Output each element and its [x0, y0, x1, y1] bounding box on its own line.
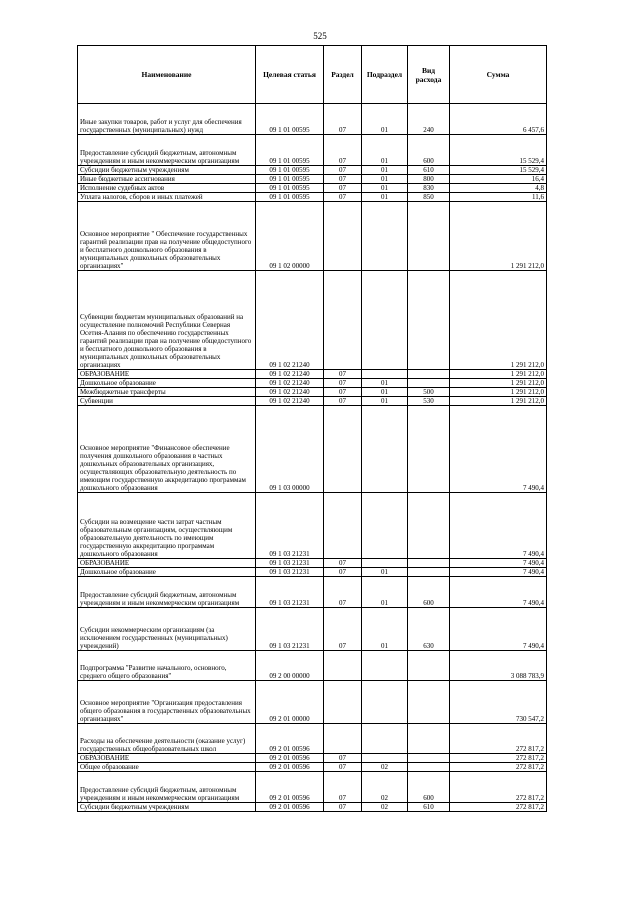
row-sum: 1 291 212,0	[450, 379, 547, 388]
row-target-article: 09 1 02 21240	[256, 370, 324, 379]
row-name: Субсидии бюджетным учреждениям	[78, 166, 256, 175]
table-row	[78, 754, 547, 763]
row-sum: 7 490,4	[450, 493, 547, 559]
table-row	[78, 763, 547, 772]
row-name: Основное мероприятие " Обеспечение государственных гарантий реализации прав на получение общедоступного и бесплатного дошкольного образования в муниципальных дошкольных образовательных организациях"	[78, 202, 256, 271]
row-expense-type: 600	[408, 577, 450, 608]
header-name: Наименование	[78, 46, 256, 104]
table-row	[78, 772, 547, 803]
row-sum: 1 291 212,0	[450, 271, 547, 370]
row-name: Основное мероприятие "Финансовое обеспечение получения дошкольного образования в частных дошкольных образовательных организациях, осуществляющих образовательную деятельность по имеющим государственную аккредитацию программам дошкольного образования	[78, 406, 256, 493]
row-section: 07	[324, 559, 362, 568]
row-subsection: 01	[362, 193, 408, 202]
row-target-article: 09 1 01 00595	[256, 184, 324, 193]
row-expense-type: 610	[408, 166, 450, 175]
table-row	[78, 370, 547, 379]
table-row	[78, 175, 547, 184]
row-subsection	[362, 406, 408, 493]
row-sum: 15 529,4	[450, 135, 547, 166]
table-row	[78, 493, 547, 559]
row-subsection: 01	[362, 388, 408, 397]
row-name: Иные закупки товаров, работ и услуг для обеспечения государственных (муниципальных) нужд	[78, 104, 256, 135]
row-target-article: 09 1 02 00000	[256, 202, 324, 271]
table-row	[78, 406, 547, 493]
row-sum: 272 817,2	[450, 772, 547, 803]
row-sum: 1 291 212,0	[450, 202, 547, 271]
row-subsection: 02	[362, 772, 408, 803]
row-section: 07	[324, 175, 362, 184]
row-name: Субсидии некоммерческим организациям (за исключением государственных (муниципальных) учреждений)	[78, 608, 256, 651]
row-expense-type	[408, 559, 450, 568]
table-row	[78, 135, 547, 166]
row-sum: 7 490,4	[450, 608, 547, 651]
row-name: Субсидии на возмещение части затрат частным образовательным организациям, осуществляющим образовательную деятельность по имеющим государственную аккредитацию программам дошкольного образования	[78, 493, 256, 559]
row-target-article: 09 2 01 00000	[256, 681, 324, 724]
row-expense-type	[408, 370, 450, 379]
row-expense-type	[408, 651, 450, 681]
row-expense-type: 530	[408, 397, 450, 406]
table-row	[78, 724, 547, 754]
row-name: Дошкольное образование	[78, 568, 256, 577]
row-sum: 7 490,4	[450, 577, 547, 608]
row-name: Предоставление субсидий бюджетным, автономным учреждениям и иным некоммерческим организациям	[78, 135, 256, 166]
row-section	[324, 651, 362, 681]
row-section: 07	[324, 104, 362, 135]
row-subsection	[362, 724, 408, 754]
table-row	[78, 166, 547, 175]
row-subsection: 01	[362, 104, 408, 135]
row-name: Дошкольное образование	[78, 379, 256, 388]
row-name: Субвенции	[78, 397, 256, 406]
row-sum: 11,6	[450, 193, 547, 202]
row-name: Предоставление субсидий бюджетным, автономным учреждениям и иным некоммерческим организациям	[78, 772, 256, 803]
row-expense-type: 240	[408, 104, 450, 135]
row-target-article: 09 2 01 00596	[256, 724, 324, 754]
row-section: 07	[324, 370, 362, 379]
row-section	[324, 271, 362, 370]
row-name: Исполнение судебных актов	[78, 184, 256, 193]
row-name: ОБРАЗОВАНИЕ	[78, 559, 256, 568]
row-section: 07	[324, 166, 362, 175]
row-subsection	[362, 681, 408, 724]
row-subsection	[362, 202, 408, 271]
row-name: Расходы на обеспечение деятельности (оказание услуг) государственных общеобразовательных школ	[78, 724, 256, 754]
header-subsection: Подраздел	[362, 46, 408, 104]
row-subsection: 01	[362, 379, 408, 388]
table-row	[78, 681, 547, 724]
table-row	[78, 388, 547, 397]
row-target-article: 09 1 03 00000	[256, 406, 324, 493]
row-sum: 7 490,4	[450, 559, 547, 568]
row-expense-type: 610	[408, 803, 450, 812]
row-sum: 730 547,2	[450, 681, 547, 724]
row-expense-type: 600	[408, 772, 450, 803]
row-name: ОБРАЗОВАНИЕ	[78, 754, 256, 763]
row-sum: 16,4	[450, 175, 547, 184]
row-name: Межбюджетные трансферты	[78, 388, 256, 397]
row-target-article: 09 1 01 00595	[256, 193, 324, 202]
table-row	[78, 104, 547, 135]
table-row	[78, 193, 547, 202]
row-section	[324, 724, 362, 754]
header-sum: Сумма	[450, 46, 547, 104]
row-target-article: 09 1 03 21231	[256, 577, 324, 608]
row-section: 07	[324, 184, 362, 193]
table-row	[78, 379, 547, 388]
row-section: 07	[324, 135, 362, 166]
row-expense-type	[408, 763, 450, 772]
row-target-article: 09 1 01 00595	[256, 175, 324, 184]
row-target-article: 09 1 03 21231	[256, 608, 324, 651]
row-section	[324, 493, 362, 559]
row-name: Субсидии бюджетным учреждениям	[78, 803, 256, 812]
table-row	[78, 608, 547, 651]
row-section: 07	[324, 803, 362, 812]
row-subsection: 01	[362, 397, 408, 406]
row-subsection	[362, 651, 408, 681]
row-target-article: 09 1 03 21231	[256, 568, 324, 577]
row-expense-type: 850	[408, 193, 450, 202]
row-expense-type: 500	[408, 388, 450, 397]
row-expense-type	[408, 271, 450, 370]
row-target-article: 09 1 03 21231	[256, 559, 324, 568]
row-expense-type	[408, 681, 450, 724]
row-section: 07	[324, 193, 362, 202]
row-subsection	[362, 370, 408, 379]
table-row	[78, 397, 547, 406]
row-expense-type	[408, 724, 450, 754]
row-section: 07	[324, 397, 362, 406]
table-row	[78, 202, 547, 271]
row-subsection	[362, 493, 408, 559]
row-subsection: 02	[362, 763, 408, 772]
row-subsection: 01	[362, 608, 408, 651]
row-target-article: 09 1 02 21240	[256, 397, 324, 406]
row-sum: 3 088 783,9	[450, 651, 547, 681]
row-sum: 272 817,2	[450, 803, 547, 812]
budget-table	[77, 45, 547, 812]
row-subsection: 02	[362, 803, 408, 812]
row-target-article: 09 2 01 00596	[256, 803, 324, 812]
row-name: Иные бюджетные ассигнования	[78, 175, 256, 184]
table-row	[78, 559, 547, 568]
row-expense-type	[408, 568, 450, 577]
row-expense-type: 630	[408, 608, 450, 651]
row-sum: 6 457,6	[450, 104, 547, 135]
row-sum: 1 291 212,0	[450, 388, 547, 397]
row-expense-type	[408, 202, 450, 271]
row-expense-type	[408, 754, 450, 763]
row-target-article: 09 2 00 00000	[256, 651, 324, 681]
row-subsection: 01	[362, 184, 408, 193]
row-subsection: 01	[362, 166, 408, 175]
row-name: Уплата налогов, сборов и иных платежей	[78, 193, 256, 202]
table-row	[78, 271, 547, 370]
row-name: Предоставление субсидий бюджетным, автономным учреждениям и иным некоммерческим организациям	[78, 577, 256, 608]
row-section: 07	[324, 568, 362, 577]
row-target-article: 09 2 01 00596	[256, 763, 324, 772]
row-target-article: 09 2 01 00596	[256, 772, 324, 803]
row-section	[324, 202, 362, 271]
row-subsection: 01	[362, 175, 408, 184]
row-target-article: 09 1 01 00595	[256, 135, 324, 166]
row-sum: 1 291 212,0	[450, 397, 547, 406]
row-sum: 1 291 212,0	[450, 370, 547, 379]
row-section	[324, 406, 362, 493]
row-target-article: 09 1 03 21231	[256, 493, 324, 559]
page-number: 525	[313, 31, 327, 41]
row-expense-type	[408, 379, 450, 388]
row-section: 07	[324, 608, 362, 651]
row-sum: 272 817,2	[450, 763, 547, 772]
row-subsection	[362, 559, 408, 568]
row-sum: 4,8	[450, 184, 547, 193]
row-section: 07	[324, 754, 362, 763]
row-expense-type: 830	[408, 184, 450, 193]
row-sum: 272 817,2	[450, 754, 547, 763]
row-expense-type: 600	[408, 135, 450, 166]
row-subsection: 01	[362, 135, 408, 166]
row-sum: 7 490,4	[450, 406, 547, 493]
row-name: Основное мероприятие "Организация предоставления общего образования в государственных образовательных организациях"	[78, 681, 256, 724]
row-target-article: 09 2 01 00596	[256, 754, 324, 763]
row-subsection: 01	[362, 568, 408, 577]
row-sum: 7 490,4	[450, 568, 547, 577]
row-target-article: 09 1 01 00595	[256, 166, 324, 175]
row-section: 07	[324, 763, 362, 772]
row-target-article: 09 1 02 21240	[256, 379, 324, 388]
row-section: 07	[324, 379, 362, 388]
row-target-article: 09 1 02 21240	[256, 271, 324, 370]
row-subsection	[362, 754, 408, 763]
row-subsection	[362, 271, 408, 370]
header-target-article: Целевая статья	[256, 46, 324, 104]
row-expense-type	[408, 493, 450, 559]
row-section: 07	[324, 577, 362, 608]
header-section: Раздел	[324, 46, 362, 104]
row-name: Общее образование	[78, 763, 256, 772]
row-expense-type: 800	[408, 175, 450, 184]
table-row	[78, 184, 547, 193]
row-name: ОБРАЗОВАНИЕ	[78, 370, 256, 379]
table-header-row	[78, 46, 547, 104]
row-target-article: 09 1 01 00595	[256, 104, 324, 135]
row-name: Субвенции бюджетам муниципальных образований на осуществление полномочий Республики Северная Осетия-Алания по обеспечению государственных гарантий реализации прав на получение общедоступного и бесплатного дошкольного образования в муниципальных дошкольных образовательных организациях	[78, 271, 256, 370]
table-row	[78, 803, 547, 812]
row-subsection: 01	[362, 577, 408, 608]
header-expense-type: Вид расхода	[408, 46, 450, 104]
row-name: Подпрограмма "Развитие начального, основного, среднего общего образования"	[78, 651, 256, 681]
row-expense-type	[408, 406, 450, 493]
table-row	[78, 577, 547, 608]
row-sum: 15 529,4	[450, 166, 547, 175]
row-section: 07	[324, 772, 362, 803]
table-row	[78, 568, 547, 577]
row-sum: 272 817,2	[450, 724, 547, 754]
row-section	[324, 681, 362, 724]
row-section: 07	[324, 388, 362, 397]
row-target-article: 09 1 02 21240	[256, 388, 324, 397]
table-row	[78, 651, 547, 681]
